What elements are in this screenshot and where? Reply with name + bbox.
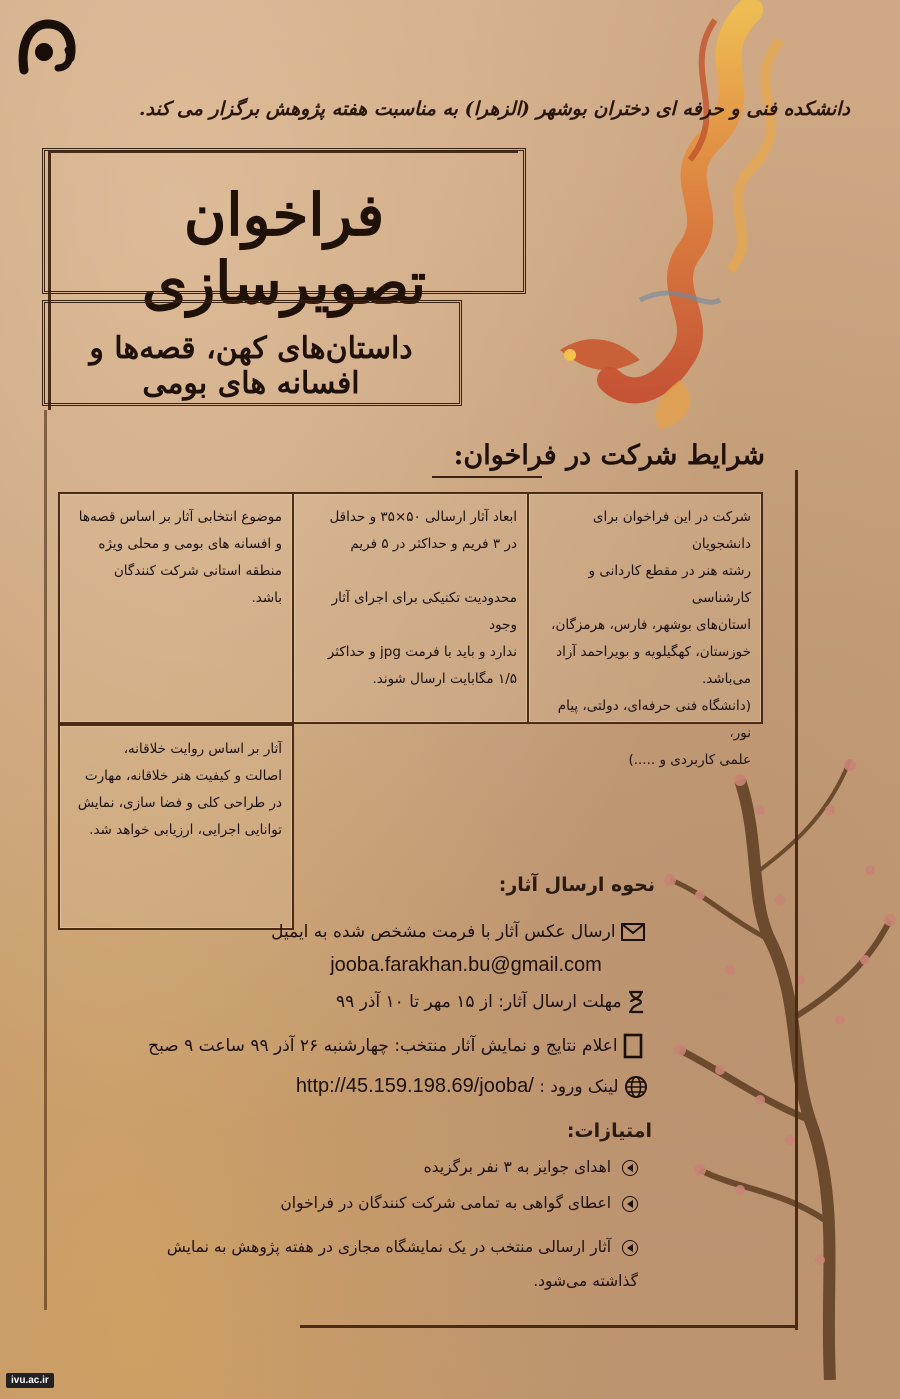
condition-cell-judging (58, 724, 294, 930)
text-line: محدودیت تکنیکی برای اجرای آثار وجود (331, 590, 517, 633)
submission-heading: نحوه ارسال آثار: (498, 874, 655, 896)
tree-illustration (640, 720, 900, 1380)
frame-right-line (795, 470, 798, 1330)
text-line: موضوع انتخابی آثار بر اساس قصه‌ها (78, 509, 282, 525)
page-title: فراخوان تصویرسازی (141, 181, 427, 317)
text-line: اصالت و کیفیت هنر خلاقانه، مهارت (84, 768, 282, 784)
condition-cell-eligibility (527, 492, 763, 768)
page-subtitle: داستان‌های کهن، قصه‌ها و افسانه های بومی (89, 331, 413, 401)
text-line: ابعاد آثار ارسالی ۵۰×۳۵ و حداقل (329, 509, 517, 525)
spacer-line (304, 558, 517, 585)
title-box (42, 148, 526, 317)
play-circle-icon (622, 1240, 638, 1256)
phoenix-illustration (500, 0, 820, 440)
text-line: شرکت در این فراخوان برای دانشجویان (592, 509, 751, 552)
privilege-text: آثار ارسالی منتخب در یک نمایشگاه مجازی در هفته پژوهش به نمایش گذاشته می‌شود. (166, 1238, 638, 1290)
conditions-underline (432, 476, 542, 478)
frame-bottom-line (300, 1325, 798, 1328)
envelope-icon (621, 923, 645, 941)
text-line: و افسانه های بومی و محلی ویژه (98, 536, 282, 552)
text-line: آثار بر اساس روایت خلاقانه، (123, 741, 282, 757)
play-circle-icon (622, 1196, 638, 1212)
submission-email[interactable]: jooba.farakhan.bu@gmail.com (330, 954, 602, 976)
frame-icon (623, 1033, 643, 1059)
email-instruction-row (271, 922, 645, 942)
subtitle-box (42, 300, 462, 406)
link-label: لینک ورود : (539, 1077, 619, 1097)
globe-icon (624, 1075, 648, 1099)
privileges-heading: امتیازات: (566, 1120, 652, 1142)
privilege-text: اعطای گواهی به تمامی شرکت کنندگان در فراخوان (280, 1194, 612, 1212)
privilege-item (140, 1230, 638, 1298)
email-instruction-text: ارسال عکس آثار با فرمت مشخص شده به ایمیل (271, 922, 616, 942)
text-line: باشد. (251, 590, 282, 606)
text-line: رشته هنر در مقطع کاردانی و کارشناسی (588, 563, 751, 606)
condition-eligibility-text (529, 494, 761, 774)
conditions-heading: شرایط شرکت در فراخوان: (453, 440, 765, 471)
text-line: توانایی اجرایی، ارزیابی خواهد شد. (89, 822, 282, 838)
text-line: خوزستان، کهگیلویه و بویراحمد آزاد (556, 644, 751, 660)
condition-judging-text (60, 726, 292, 844)
text-line: می‌باشد. (701, 671, 751, 687)
frame-mid-line (44, 410, 47, 1310)
link-row (210, 1075, 648, 1099)
text-line: (دانشگاه فنی حرفه‌ای، دولتی، پیام نور، (557, 698, 751, 741)
logo-icon (14, 14, 80, 80)
text-line: در طراحی کلی و فضا سازی، نمایش (77, 795, 282, 811)
text-line: منطقه استانی شرکت کنندگان (113, 563, 282, 579)
condition-topic-text (60, 494, 292, 612)
condition-cell-format (292, 492, 529, 724)
watermark: ivu.ac.ir (6, 1373, 54, 1388)
play-circle-icon (622, 1160, 638, 1176)
results-row (95, 1033, 643, 1059)
text-line: علمی کاربردی و .....) (628, 752, 751, 768)
hourglass-icon (627, 990, 645, 1014)
privilege-item (270, 1194, 638, 1212)
intro-text: دانشکده فنی و حرفه ای دختران بوشهر (الزهرا) به مناسبت هفته پژوهش برگزار می کند. (138, 98, 850, 120)
text-line: ۱/۵ مگابایت ارسال شوند. (372, 671, 517, 687)
results-text: اعلام نتایج و نمایش آثار منتخب: چهارشنبه ۲۶ آذر ۹۹ ساعت ۹ صبح (148, 1036, 618, 1056)
text-line: استان‌های بوشهر، فارس، هرمزگان، (551, 617, 751, 633)
condition-cell-topic (58, 492, 294, 724)
privilege-text: اهدای جوایز به ۳ نفر برگزیده (423, 1158, 612, 1176)
entry-link[interactable]: http://45.159.198.69/jooba/ (295, 1075, 534, 1097)
privilege-item (400, 1158, 638, 1176)
deadline-row (300, 990, 645, 1014)
text-line: در ۳ فریم و حداکثر در ۵ فریم (350, 536, 517, 552)
deadline-text: مهلت ارسال آثار: از ۱۵ مهر تا ۱۰ آذر ۹۹ (335, 992, 622, 1012)
text-line: ندارد و باید با فرمت jpg و حداکثر (327, 644, 517, 660)
condition-format-text (294, 494, 527, 693)
